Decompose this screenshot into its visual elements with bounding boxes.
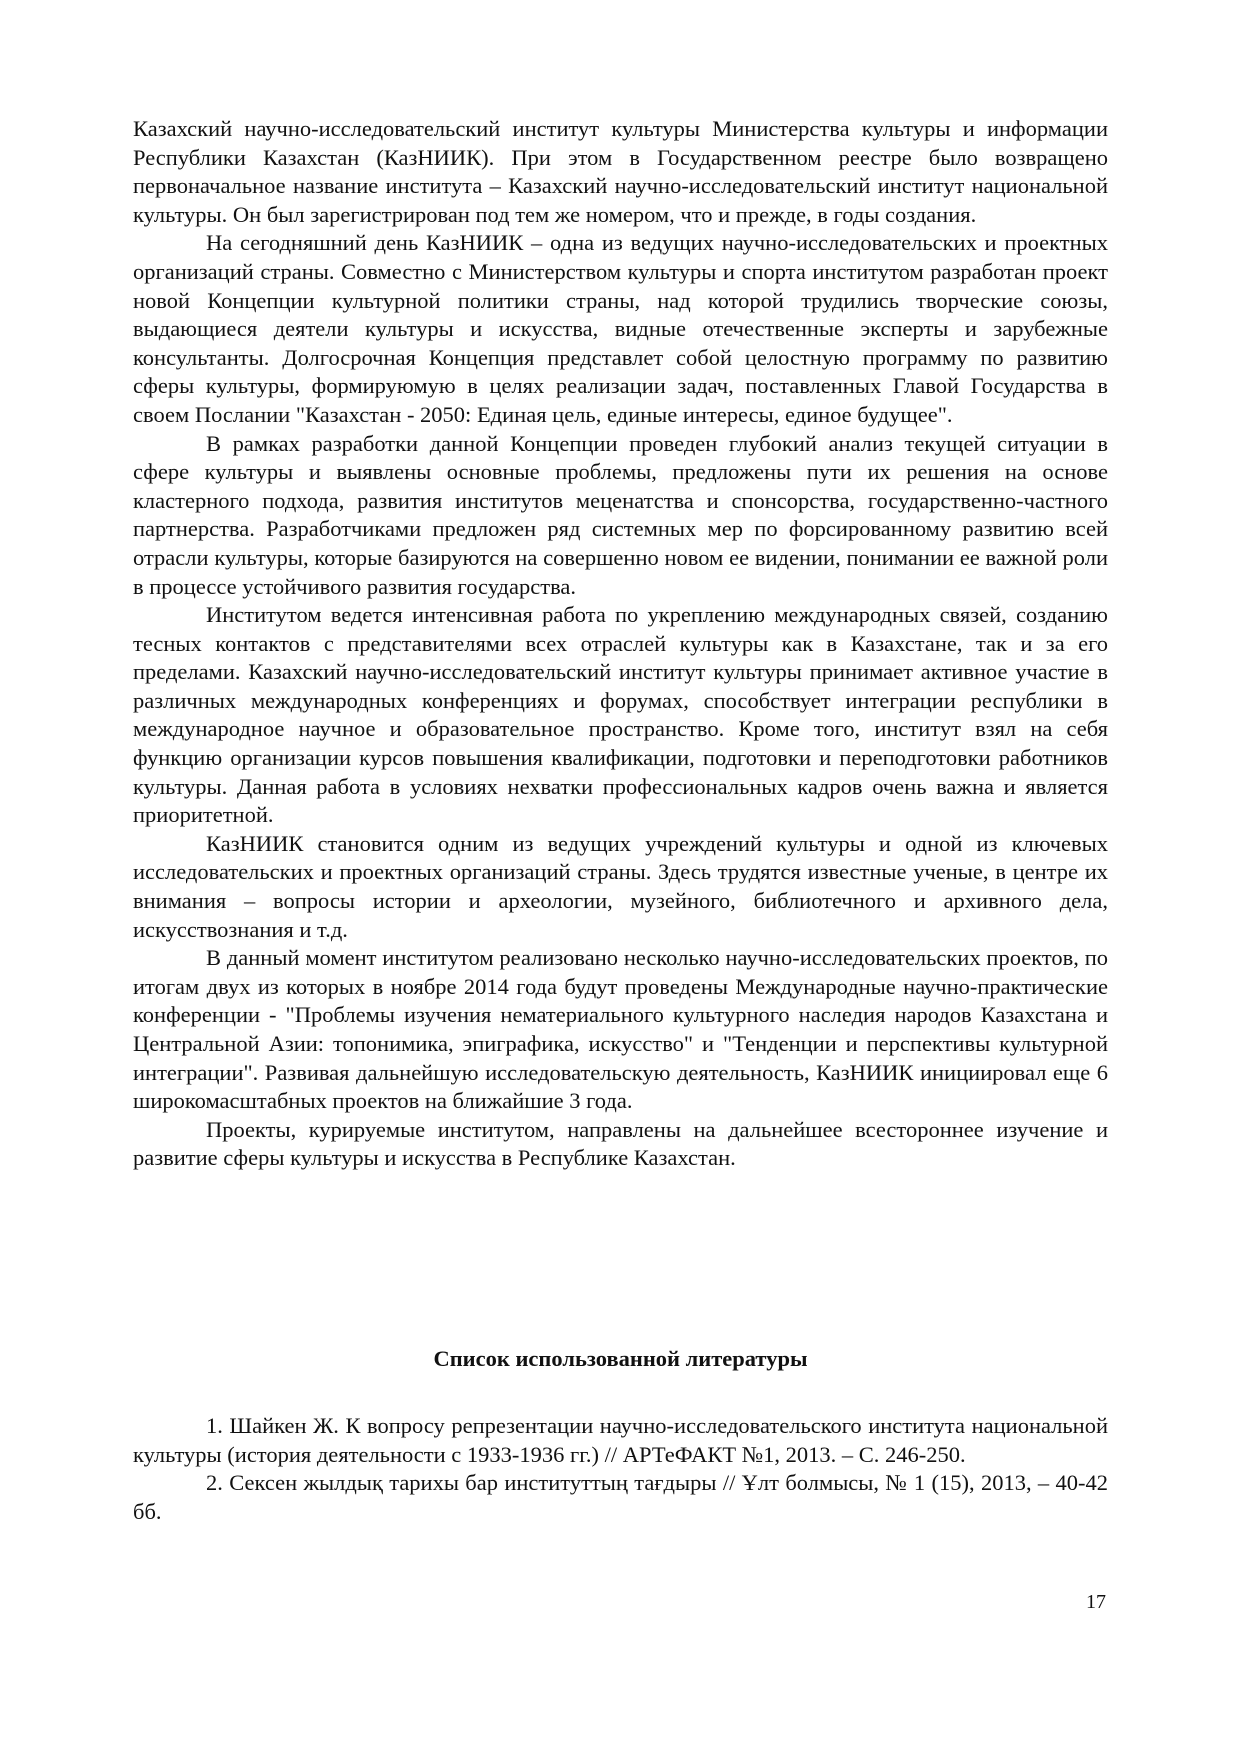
paragraph: В рамках разработки данной Концепции проведен глубокий анализ текущей ситуации в сфере культуры и выявлены основные проблемы, предложены пути их решения на основе кластерного подхода, развития институтов меценатства и спонсорства, государственно-частного партнерства. Разработчиками предложен ряд системных мер по форсированному развитию всей отрасли культуры, которые базируются на совершенно новом ее видении, понимании ее важной роли в процессе устойчивого развития государства. [133, 430, 1108, 599]
paragraph: КазНИИК становится одним из ведущих учреждений культуры и одной из ключевых исследовательских и проектных организаций страны. Здесь трудятся известные ученые, в центре их внимания – вопросы истории и археологии, музейного, библиотечного и архивного дела, искусствознания и т.д. [133, 830, 1108, 942]
paragraph: Казахский научно-исследовательский институт культуры Министерства культуры и информации Республики Казахстан (КазНИИК). При этом в Государственном реестре было возвращено первоначальное название института – Казахский научно-исследовательский институт национальной культуры. Он был зарегистрирован под тем же номером, что и прежде, в годы создания. [133, 116, 1108, 227]
paragraph: В данный момент институтом реализовано несколько научно-исследовательских проектов, по итогам двух из которых в ноябре 2014 года будут проведены Международные научно-практические конференции - "Проблемы изучения нематериального культурного наследия народов Казахстана и Центральной Азии: топонимика, эпиграфика, искусство" и "Тенденции и перспективы культурной интеграции". Развивая дальнейшую исследовательскую деятельность, КазНИИК инициировал еще 6 широкомасштабных проектов на ближайшие 3 года. [133, 945, 1108, 1114]
page-number: 17 [1086, 1591, 1106, 1613]
body-text [133, 115, 1108, 1173]
reference-item: 1. Шайкен Ж. К вопросу репрезентации научно-исследовательского института национальной культуры (история деятельности с 1933-1936 гг.) // АРТеФАКТ №1, 2013. – С. 246-250. [133, 1413, 1108, 1467]
paragraph: Проекты, курируемые институтом, направлены на дальнейшее всестороннее изучение и развитие сферы культуры и искусства в Республике Казахстан. [133, 1116, 1108, 1171]
reference-item: 2. Сексен жылдық тарихы бар институттың тағдыры // Ұлт болмысы, № 1 (15), 2013, – 40-42 бб. [133, 1470, 1108, 1524]
references-heading: Список использованной литературы [433, 1346, 808, 1371]
references-list [133, 1412, 1108, 1526]
paragraph: На сегодняшний день КазНИИК – одна из ведущих научно-исследовательских и проектных организаций страны. Совместно с Министерством культуры и спорта институтом разработан проект новой Концепции культурной политики страны, над которой трудились творческие союзы, выдающиеся деятели культуры и искусства, видные отечественные эксперты и зарубежные консультанты. Долгосрочная Концепция представлет собой целостную программу по развитию сферы культуры, формируюмую в целях реализации задач, поставленных Главой Государства в своем Послании "Казахстан - 2050: Единая цель, единые интересы, единое будущее". [133, 230, 1108, 427]
paragraph: Институтом ведется интенсивная работа по укреплению международных связей, созданию тесных контактов с представителями всех отраслей культуры как в Казахстане, так и за его пределами. Казахский научно-исследовательский институт культуры принимает активное участие в различных международных конференциях и форумах, способствует интеграции республики в международное научное и образовательное пространство. Кроме того, институт взял на себя функцию организации курсов повышения квалификации, подготовки и переподготовки работников культуры. Данная работа в условиях нехватки профессиональных кадров очень важна и является приоритетной. [133, 602, 1108, 828]
